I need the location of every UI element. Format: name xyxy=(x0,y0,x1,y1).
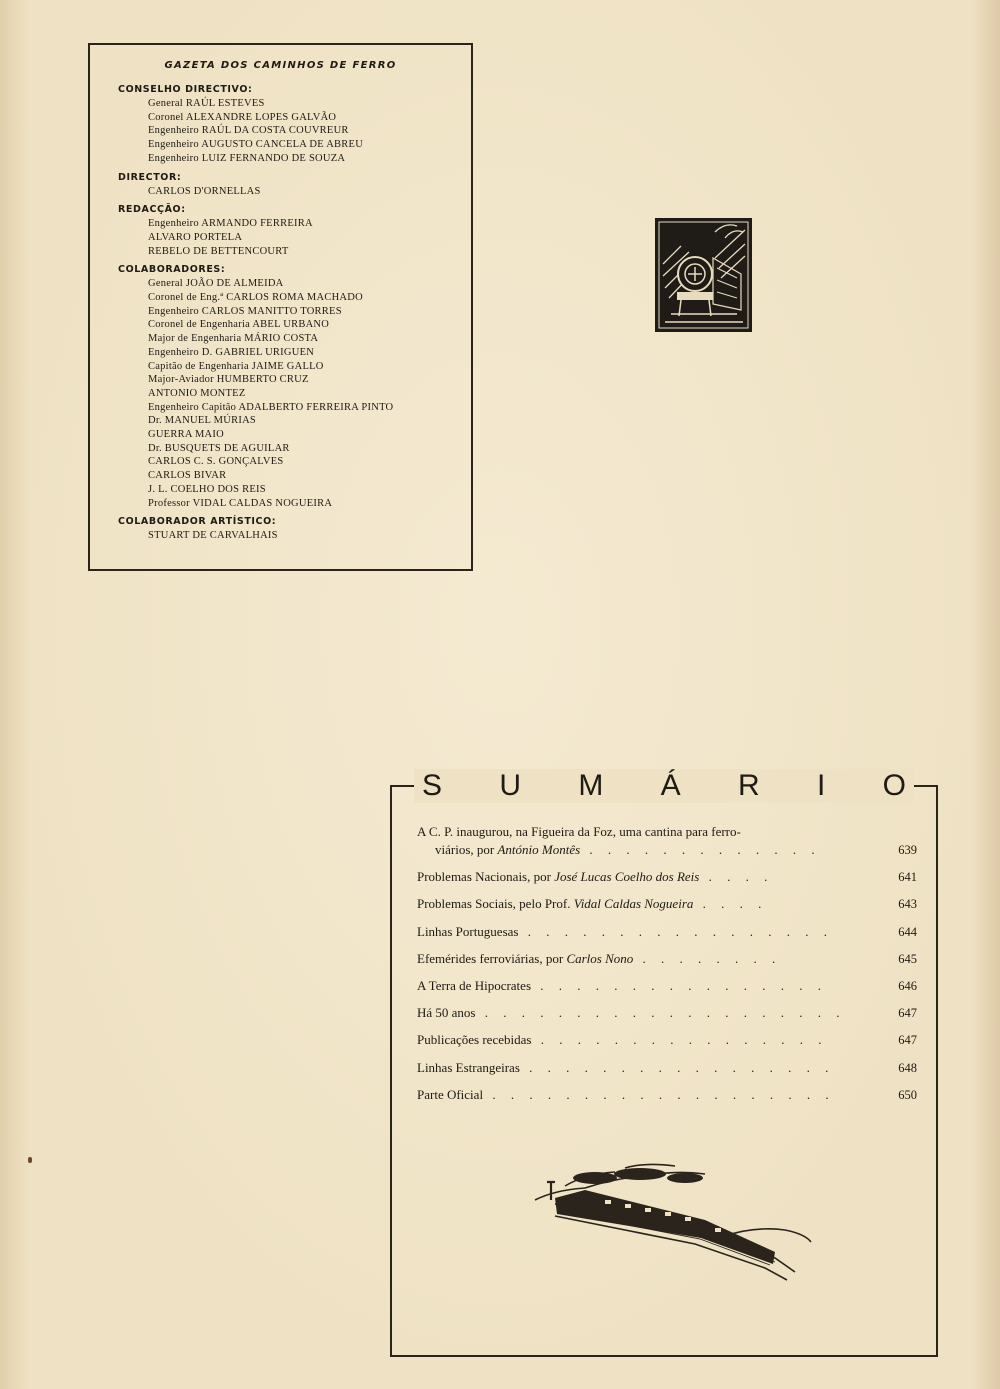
section-heading: COLABORADOR ARTÍSTICO: xyxy=(118,516,277,528)
leader-dots: . . . . . . . . . . . . . . . . xyxy=(531,977,827,993)
entry-page-number: 645 xyxy=(898,951,917,966)
entry-page-number: 644 xyxy=(898,924,917,939)
leader-dots: . . . . . . . . . . . . . . . . xyxy=(531,1032,828,1048)
leader-dots: . . . . . . . . xyxy=(633,950,782,966)
entry-title: Parte Oficial xyxy=(417,1086,484,1102)
entry-author: José Lucas Coelho dos Reis xyxy=(554,869,700,885)
staff-name: Engenheiro LUIZ FERNANDO DE SOUZA xyxy=(148,152,346,164)
staff-name: Engenheiro ARMANDO FERREIRA xyxy=(148,218,313,230)
toc-entry xyxy=(417,1004,917,1022)
entry-page-number: 646 xyxy=(898,978,917,993)
section-heading: COLABORADORES: xyxy=(118,264,226,276)
entry-page-number: 641 xyxy=(898,870,917,885)
entry-title: Linhas Estrangeiras xyxy=(417,1059,520,1075)
leader-dots: . . . . . . . . . . . . . . . . . xyxy=(519,1059,835,1075)
staff-name: CARLOS C. S. GONÇALVES xyxy=(148,456,284,468)
staff-name: Coronel de Engenharia ABEL URBANO xyxy=(148,319,330,331)
staff-name: Dr. BUSQUETS DE AGUILAR xyxy=(148,442,290,454)
staff-name: Major-Aviador HUMBERTO CRUZ xyxy=(148,374,309,386)
entry-author: António Montês xyxy=(497,842,581,857)
entry-title: Há 50 anos xyxy=(417,1005,476,1021)
staff-name: Engenheiro AUGUSTO CANCELA DE ABREU xyxy=(148,139,364,151)
staff-name: Professor VIDAL CALDAS NOGUEIRA xyxy=(148,497,333,509)
leader-dots: . . . . . . . . . . . . . xyxy=(580,842,821,857)
entry-title: Linhas Portuguesas xyxy=(417,923,519,939)
masthead-section xyxy=(118,171,468,199)
staff-name: Engenheiro Capitão ADALBERTO FERREIRA PINTO xyxy=(148,401,394,413)
staff-name: ALVARO PORTELA xyxy=(148,231,243,243)
leader-dots: . . . . xyxy=(693,896,768,912)
entry-title-cont: viários, por xyxy=(435,842,498,857)
entry-title: Efemérides ferroviárias, por xyxy=(417,950,567,966)
publication-title: GAZETA DOS CAMINHOS DE FERRO xyxy=(164,60,397,71)
entry-page-number: 650 xyxy=(898,1087,917,1102)
section-heading: CONSELHO DIRECTIVO: xyxy=(118,84,253,95)
paper-spot xyxy=(28,1157,32,1163)
masthead-section xyxy=(118,263,468,510)
leader-dots: . . . . . . . . . . . . . . . . . . . . xyxy=(475,1005,846,1021)
staff-name: CARLOS D'ORNELLAS xyxy=(148,185,261,197)
toc-entry xyxy=(417,1086,917,1104)
title-letter: S xyxy=(422,769,443,802)
entry-page-number: 647 xyxy=(898,1006,917,1021)
staff-name: J. L. COELHO DOS REIS xyxy=(148,483,266,495)
toc-entry xyxy=(417,868,917,886)
staff-name: Coronel de Eng.ª CARLOS ROMA MACHADO xyxy=(148,292,363,304)
toc-entry xyxy=(417,977,917,995)
staff-name: STUART DE CARVALHAIS xyxy=(148,530,278,542)
toc-entry xyxy=(417,823,917,859)
leader-dots: . . . . . . . . . . . . . . . . . xyxy=(518,923,833,939)
toc-entry xyxy=(417,923,917,941)
staff-name: REBELO DE BETTENCOURT xyxy=(148,245,289,257)
staff-name: Engenheiro RAÚL DA COSTA COUVREUR xyxy=(148,125,349,137)
entry-author: Vidal Caldas Nogueira xyxy=(573,896,694,912)
staff-name: Coronel ALEXANDRE LOPES GALVÃO xyxy=(148,111,337,123)
entry-page-number: 639 xyxy=(898,843,917,857)
staff-name: Capitão de Engenharia JAIME GALLO xyxy=(148,360,324,372)
entry-author: Carlos Nono xyxy=(566,950,634,966)
staff-name: CARLOS BIVAR xyxy=(148,470,227,482)
entry-title: Problemas Nacionais, por xyxy=(417,869,555,885)
masthead-section xyxy=(118,203,468,258)
locomotive-woodcut-icon xyxy=(655,218,752,332)
staff-name: Engenheiro D. GABRIEL URIGUEN xyxy=(148,346,315,358)
masthead-staff-list xyxy=(118,83,468,548)
train-illustration-icon xyxy=(525,1160,815,1285)
section-heading: REDACÇÃO: xyxy=(118,204,186,216)
staff-name: Engenheiro CARLOS MANITTO TORRES xyxy=(148,305,342,317)
staff-name: GUERRA MAIO xyxy=(148,429,224,441)
title-letter: O xyxy=(882,769,906,802)
staff-name: General RAÚL ESTEVES xyxy=(148,98,265,109)
staff-name: General JOÃO DE ALMEIDA xyxy=(148,278,284,290)
entry-page-number: 647 xyxy=(898,1033,917,1048)
entry-title: A Terra de Hipocrates xyxy=(417,977,531,993)
table-of-contents xyxy=(417,823,917,1113)
masthead-section xyxy=(118,83,468,166)
staff-name: ANTONIO MONTEZ xyxy=(148,387,246,399)
toc-entry xyxy=(417,895,917,913)
entry-page-number: 648 xyxy=(898,1060,917,1075)
leader-dots: . . . . . . . . . . . . . . . . . . . xyxy=(483,1086,835,1102)
title-letter: I xyxy=(816,769,826,802)
entry-title: Problemas Sociais, pelo Prof. xyxy=(417,896,574,912)
title-letter: Á xyxy=(660,769,681,802)
staff-name: Major de Engenharia MÁRIO COSTA xyxy=(148,333,319,345)
section-heading: DIRECTOR: xyxy=(118,171,182,183)
title-letter: M xyxy=(578,769,604,802)
staff-name: Dr. MANUEL MÚRIAS xyxy=(148,415,256,427)
toc-entry xyxy=(417,950,917,968)
toc-entry xyxy=(417,1059,917,1077)
leader-dots: . . . . xyxy=(699,869,774,885)
masthead-box xyxy=(88,43,473,571)
entry-title: A C. P. inaugurou, na Figueira da Foz, uma cantina para ferro- xyxy=(417,824,741,839)
sumario-title xyxy=(414,769,914,803)
entry-title: Publicações recebidas xyxy=(417,1032,532,1048)
title-letter: R xyxy=(737,769,760,802)
masthead-section xyxy=(118,515,468,543)
entry-page-number: 643 xyxy=(898,897,917,912)
title-letter: U xyxy=(499,769,521,802)
toc-entry xyxy=(417,1031,917,1049)
